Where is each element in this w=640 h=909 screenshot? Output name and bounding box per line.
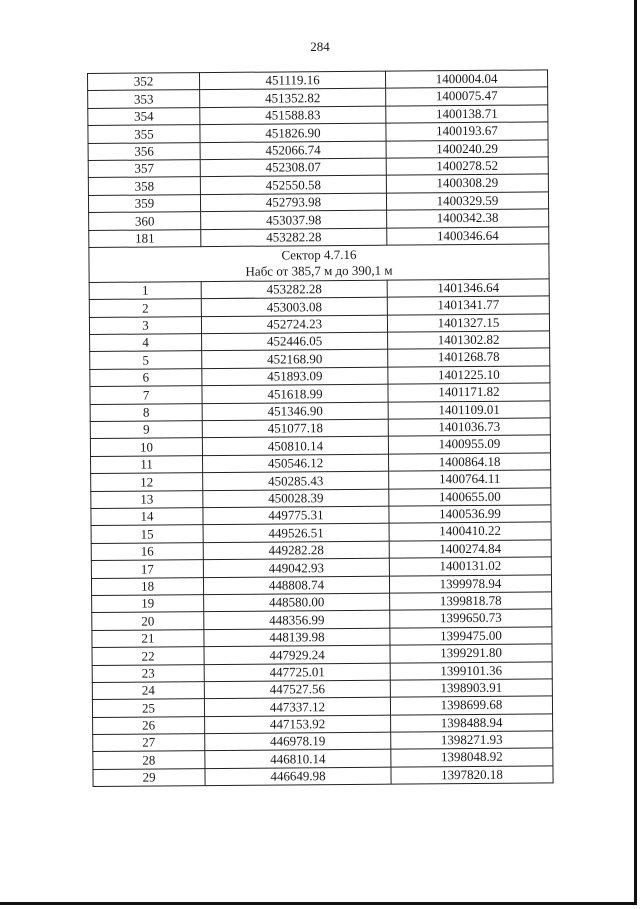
x-coordinate-cell: 453003.08 <box>201 297 387 316</box>
y-coordinate-cell: 1399818.78 <box>390 592 552 611</box>
point-number-cell: 25 <box>92 699 204 717</box>
y-coordinate-cell: 1400274.84 <box>389 540 551 559</box>
y-coordinate-cell: 1400955.09 <box>388 435 550 454</box>
y-coordinate-cell: 1400075.47 <box>386 87 548 106</box>
x-coordinate-cell: 449775.31 <box>203 506 389 525</box>
section-title: Сектор 4.7.16 <box>281 246 357 263</box>
point-number-cell: 13 <box>91 490 203 508</box>
point-number-cell: 354 <box>88 107 200 125</box>
point-number-cell: 10 <box>90 438 202 456</box>
coordinates-table <box>87 69 554 787</box>
y-coordinate-cell: 1398488.94 <box>391 714 553 733</box>
x-coordinate-cell: 453282.28 <box>201 280 387 299</box>
point-number-cell: 181 <box>89 229 201 247</box>
y-coordinate-cell: 1400346.64 <box>387 226 549 245</box>
x-coordinate-cell: 447725.01 <box>204 663 390 682</box>
y-coordinate-cell: 1400764.11 <box>389 470 551 489</box>
point-number-cell: 5 <box>90 351 202 369</box>
y-coordinate-cell: 1400240.29 <box>386 139 548 158</box>
y-coordinate-cell: 1400278.52 <box>386 157 548 176</box>
x-coordinate-cell: 449526.51 <box>203 524 389 543</box>
point-number-cell: 1 <box>89 282 201 300</box>
y-coordinate-cell: 1400655.00 <box>389 487 551 506</box>
x-coordinate-cell: 451893.09 <box>202 367 388 386</box>
section-subtitle: Набс от 385,7 м до 390,1 м <box>245 262 393 279</box>
x-coordinate-cell: 448139.98 <box>204 628 390 647</box>
point-number-cell: 22 <box>92 647 204 665</box>
point-number-cell: 15 <box>91 525 203 543</box>
point-number-cell: 4 <box>90 334 202 352</box>
x-coordinate-cell: 448808.74 <box>203 576 389 595</box>
y-coordinate-cell: 1401268.78 <box>388 348 550 367</box>
y-coordinate-cell: 1401346.64 <box>387 279 549 298</box>
point-number-cell: 18 <box>91 577 203 595</box>
y-coordinate-cell: 1398271.93 <box>391 731 553 750</box>
point-number-cell: 357 <box>88 160 200 178</box>
y-coordinate-cell: 1400329.59 <box>386 192 548 211</box>
y-coordinate-cell: 1400308.29 <box>386 174 548 193</box>
x-coordinate-cell: 451077.18 <box>202 419 388 438</box>
x-coordinate-cell: 447337.12 <box>204 697 390 716</box>
x-coordinate-cell: 452550.58 <box>200 175 386 194</box>
y-coordinate-cell: 1400004.04 <box>385 70 547 89</box>
x-coordinate-cell: 451826.90 <box>200 123 386 142</box>
y-coordinate-cell: 1399291.80 <box>390 644 552 663</box>
x-coordinate-cell: 452446.05 <box>202 332 388 351</box>
x-coordinate-cell: 450546.12 <box>203 454 389 473</box>
x-coordinate-cell: 451119.16 <box>200 71 386 90</box>
x-coordinate-cell: 451588.83 <box>200 106 386 125</box>
y-coordinate-cell: 1400193.67 <box>386 122 548 141</box>
point-number-cell: 359 <box>88 194 200 212</box>
x-coordinate-cell: 452793.98 <box>200 193 386 212</box>
x-coordinate-cell: 448356.99 <box>204 610 390 629</box>
y-coordinate-cell: 1401327.15 <box>387 314 549 333</box>
y-coordinate-cell: 1398903.91 <box>390 679 552 698</box>
y-coordinate-cell: 1401302.82 <box>388 331 550 350</box>
point-number-cell: 9 <box>90 421 202 439</box>
y-coordinate-cell: 1397820.18 <box>391 766 553 785</box>
x-coordinate-cell: 446978.19 <box>205 732 391 751</box>
y-coordinate-cell: 1401109.01 <box>388 401 550 420</box>
x-coordinate-cell: 452168.90 <box>202 350 388 369</box>
y-coordinate-cell: 1399475.00 <box>390 627 552 646</box>
point-number-cell: 8 <box>90 403 202 421</box>
y-coordinate-cell: 1398699.68 <box>390 696 552 715</box>
page-number: 284 <box>310 39 330 54</box>
y-coordinate-cell: 1401225.10 <box>388 366 550 385</box>
x-coordinate-cell: 447527.56 <box>204 680 390 699</box>
x-coordinate-cell: 452066.74 <box>200 141 386 160</box>
x-coordinate-cell: 453282.28 <box>201 228 387 247</box>
y-coordinate-cell: 1400864.18 <box>389 453 551 472</box>
point-number-cell: 355 <box>88 125 200 143</box>
coordinates-table-body <box>88 70 554 787</box>
x-coordinate-cell: 450810.14 <box>202 437 388 456</box>
point-number-cell: 28 <box>93 751 205 769</box>
x-coordinate-cell: 446649.98 <box>205 767 391 786</box>
y-coordinate-cell: 1400131.02 <box>389 557 551 576</box>
y-coordinate-cell: 1400342.38 <box>387 209 549 228</box>
point-number-cell: 2 <box>89 299 201 317</box>
y-coordinate-cell: 1400536.99 <box>389 505 551 524</box>
y-coordinate-cell: 1398048.92 <box>391 748 553 767</box>
point-number-cell: 356 <box>88 142 200 160</box>
point-number-cell: 21 <box>92 629 204 647</box>
y-coordinate-cell: 1399650.73 <box>390 609 552 628</box>
point-number-cell: 24 <box>92 681 204 699</box>
point-number-cell: 12 <box>91 473 203 491</box>
point-number-cell: 29 <box>93 768 205 786</box>
bottom-block-row <box>93 766 553 787</box>
point-number-cell: 6 <box>90 368 202 386</box>
point-number-cell: 26 <box>93 716 205 734</box>
y-coordinate-cell: 1400410.22 <box>389 522 551 541</box>
x-coordinate-cell: 450285.43 <box>203 471 389 490</box>
y-coordinate-cell: 1401341.77 <box>387 296 549 315</box>
x-coordinate-cell: 452724.23 <box>201 315 387 334</box>
x-coordinate-cell: 446810.14 <box>205 750 391 769</box>
x-coordinate-cell: 453037.98 <box>201 210 387 229</box>
point-number-cell: 360 <box>89 212 201 230</box>
section-header-row <box>89 244 549 283</box>
x-coordinate-cell: 447929.24 <box>204 645 390 664</box>
x-coordinate-cell: 449282.28 <box>203 541 389 560</box>
x-coordinate-cell: 448580.00 <box>204 593 390 612</box>
point-number-cell: 19 <box>92 595 204 613</box>
point-number-cell: 17 <box>91 560 203 578</box>
x-coordinate-cell: 451618.99 <box>202 384 388 403</box>
y-coordinate-cell: 1401036.73 <box>388 418 550 437</box>
x-coordinate-cell: 452308.07 <box>200 158 386 177</box>
x-coordinate-cell: 450028.39 <box>203 489 389 508</box>
point-number-cell: 27 <box>93 734 205 752</box>
x-coordinate-cell: 447153.92 <box>205 715 391 734</box>
point-number-cell: 3 <box>89 316 201 334</box>
point-number-cell: 20 <box>92 612 204 630</box>
y-coordinate-cell: 1399978.94 <box>389 574 551 593</box>
y-coordinate-cell: 1401171.82 <box>388 383 550 402</box>
point-number-cell: 352 <box>88 73 200 91</box>
section-header-cell <box>89 244 549 283</box>
x-coordinate-cell: 451346.90 <box>202 402 388 421</box>
point-number-cell: 16 <box>91 542 203 560</box>
point-number-cell: 358 <box>88 177 200 195</box>
y-coordinate-cell: 1399101.36 <box>390 661 552 680</box>
point-number-cell: 23 <box>92 664 204 682</box>
x-coordinate-cell: 449042.93 <box>203 558 389 577</box>
point-number-cell: 353 <box>88 90 200 108</box>
x-coordinate-cell: 451352.82 <box>200 89 386 108</box>
point-number-cell: 14 <box>91 508 203 526</box>
point-number-cell: 11 <box>91 455 203 473</box>
y-coordinate-cell: 1400138.71 <box>386 105 548 124</box>
point-number-cell: 7 <box>90 386 202 404</box>
